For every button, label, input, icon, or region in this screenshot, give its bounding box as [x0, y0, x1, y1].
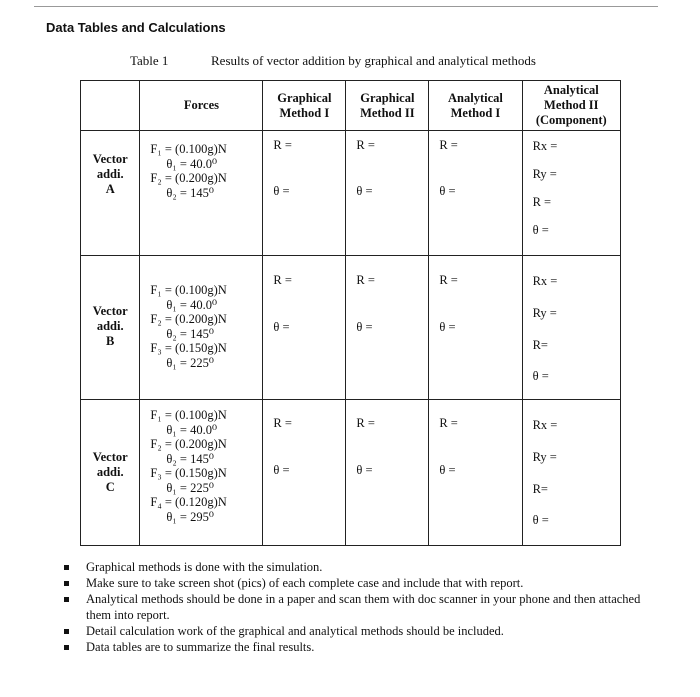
- page-heading: Data Tables and Calculations: [46, 20, 226, 35]
- header-graphical-2: Graphical Method II: [346, 81, 429, 131]
- forces-cell: F₁ = (0.100g)N θ₁ = 40.0⁰ F₂ = (0.200g)N θ₂ = 145⁰: [140, 131, 263, 256]
- header-analytical-2: Analytical Method II (Component): [522, 81, 620, 131]
- row-label: Vector addi. A: [81, 131, 140, 256]
- table-row: [81, 400, 621, 546]
- forces-cell: F₁ = (0.100g)N θ₁ = 40.0⁰ F₂ = (0.200g)N θ₂ = 145⁰ F₃ = (0.150g)N θ₁ = 225⁰ F₄ = (0.120g)N θ₁ = 295⁰: [140, 400, 263, 546]
- row-label: Vector addi. C: [81, 400, 140, 546]
- table-caption: Results of vector addition by graphical and analytical methods: [211, 53, 536, 68]
- row-label: Vector addi. B: [81, 256, 140, 400]
- list-item: Data tables are to summarize the final results.: [64, 639, 664, 655]
- graphical-1-cell[interactable]: R = θ =: [263, 131, 346, 256]
- analytical-2-cell[interactable]: Rx = Ry = R= θ =: [522, 400, 620, 546]
- analytical-2-cell[interactable]: Rx = Ry = R = θ =: [522, 131, 620, 256]
- analytical-2-cell[interactable]: Rx = Ry = R= θ =: [522, 256, 620, 400]
- header-blank: [81, 81, 140, 131]
- graphical-2-cell[interactable]: R = θ =: [346, 400, 429, 546]
- bullet-icon: [64, 597, 69, 602]
- table-row: [81, 131, 621, 256]
- list-item: Graphical methods is done with the simulation.: [64, 559, 664, 575]
- list-item: Make sure to take screen shot (pics) of each complete case and include that with report.: [64, 575, 664, 591]
- bullet-icon: [64, 645, 69, 650]
- analytical-1-cell[interactable]: R = θ =: [429, 131, 522, 256]
- header-graphical-1: Graphical Method I: [263, 81, 346, 131]
- header-forces: Forces: [140, 81, 263, 131]
- bullet-icon: [64, 629, 69, 634]
- header-analytical-1: Analytical Method I: [429, 81, 522, 131]
- bullet-icon: [64, 565, 69, 570]
- table-row: [81, 256, 621, 400]
- graphical-1-cell[interactable]: R = θ =: [263, 256, 346, 400]
- analytical-1-cell[interactable]: R = θ =: [429, 256, 522, 400]
- header-row: [81, 81, 621, 131]
- top-divider: [34, 6, 658, 7]
- graphical-1-cell[interactable]: R = θ =: [263, 400, 346, 546]
- forces-cell: F₁ = (0.100g)N θ₁ = 40.0⁰ F₂ = (0.200g)N θ₂ = 145⁰ F₃ = (0.150g)N θ₁ = 225⁰: [140, 256, 263, 400]
- bullet-icon: [64, 581, 69, 586]
- analytical-1-cell[interactable]: R = θ =: [429, 400, 522, 546]
- table-label: Table 1: [130, 53, 169, 68]
- results-table: [80, 80, 621, 546]
- instructions-list: [64, 559, 664, 655]
- graphical-2-cell[interactable]: R = θ =: [346, 256, 429, 400]
- list-item: Analytical methods should be done in a paper and scan them with doc scanner in your phone and then attached them into report.: [64, 591, 664, 623]
- graphical-2-cell[interactable]: R = θ =: [346, 131, 429, 256]
- list-item: Detail calculation work of the graphical and analytical methods should be included.: [64, 623, 664, 639]
